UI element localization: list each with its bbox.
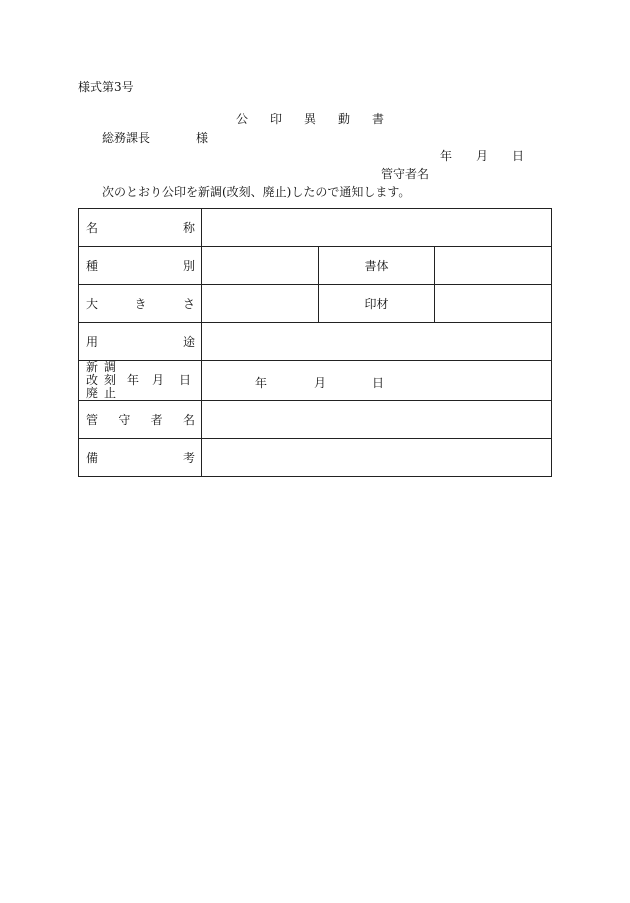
title-char: 印	[270, 112, 283, 126]
table-row	[79, 401, 552, 439]
label-char: 種	[86, 259, 99, 273]
seal-material-label-cell	[318, 285, 435, 323]
notice-text: 次のとおり公印を新調(改刻、廃止)したので通知します。	[102, 185, 411, 199]
date-value-year: 年	[255, 376, 268, 390]
label-char: き	[134, 297, 147, 311]
form-number: 様式第3号	[78, 80, 134, 94]
date-label-cell	[79, 361, 202, 401]
honorific: 様	[196, 131, 209, 145]
label-char: 大	[86, 297, 99, 311]
remarks-label-cell	[79, 439, 202, 477]
custodian-label: 管守者名	[381, 167, 430, 181]
font-value-cell[interactable]	[435, 247, 552, 285]
seal-material-label: 印材	[364, 297, 389, 311]
date-year: 年	[440, 149, 453, 163]
date-day: 日	[512, 149, 525, 163]
seal-change-table	[78, 208, 552, 477]
title-char: 動	[338, 112, 351, 126]
table-row	[79, 247, 552, 285]
addressee: 総務課長	[102, 131, 151, 145]
label-char: 新	[86, 360, 99, 374]
size-value-cell[interactable]	[202, 285, 319, 323]
label-char: 途	[182, 335, 195, 349]
label-char: 者	[150, 413, 163, 427]
table-row	[79, 285, 552, 323]
table-row	[79, 439, 552, 477]
table-row	[79, 361, 552, 401]
date-value-cell[interactable]	[202, 361, 552, 401]
title-char: 異	[304, 112, 317, 126]
label-char: 考	[182, 451, 195, 465]
label-char: 調	[104, 360, 117, 374]
remarks-value-cell[interactable]	[202, 439, 552, 477]
usage-label-cell	[79, 323, 202, 361]
label-char: 年	[127, 373, 140, 387]
label-char: 止	[104, 386, 117, 400]
date-line	[440, 149, 524, 163]
table-row	[79, 323, 552, 361]
label-char: 名	[86, 221, 99, 235]
label-char: 守	[118, 413, 131, 427]
title-char: 公	[236, 112, 249, 126]
document-title	[236, 112, 384, 126]
usage-value-cell[interactable]	[202, 323, 552, 361]
date-month: 月	[476, 149, 489, 163]
font-label: 書体	[364, 259, 389, 273]
label-char: 名	[182, 413, 195, 427]
title-char: 書	[372, 112, 385, 126]
label-char: 備	[86, 451, 99, 465]
name-value-cell[interactable]	[202, 209, 552, 247]
label-char: 用	[86, 335, 99, 349]
type-label-cell	[79, 247, 202, 285]
date-value-day: 日	[372, 376, 385, 390]
name-label-cell	[79, 209, 202, 247]
label-char: 廃	[86, 386, 99, 400]
label-char: 称	[182, 221, 195, 235]
custodian-value-cell[interactable]	[202, 401, 552, 439]
label-char: 別	[182, 259, 195, 273]
date-value-month: 月	[314, 376, 327, 390]
table-row	[79, 209, 552, 247]
label-char: 刻	[104, 373, 117, 387]
label-char: 改	[86, 373, 99, 387]
label-char: 管	[86, 413, 99, 427]
type-value-cell[interactable]	[202, 247, 319, 285]
size-label-cell	[79, 285, 202, 323]
label-char: 日	[179, 373, 192, 387]
label-char: 月	[152, 373, 165, 387]
label-char: さ	[182, 297, 195, 311]
seal-material-value-cell[interactable]	[435, 285, 552, 323]
font-label-cell	[318, 247, 435, 285]
custodian-label-cell	[79, 401, 202, 439]
